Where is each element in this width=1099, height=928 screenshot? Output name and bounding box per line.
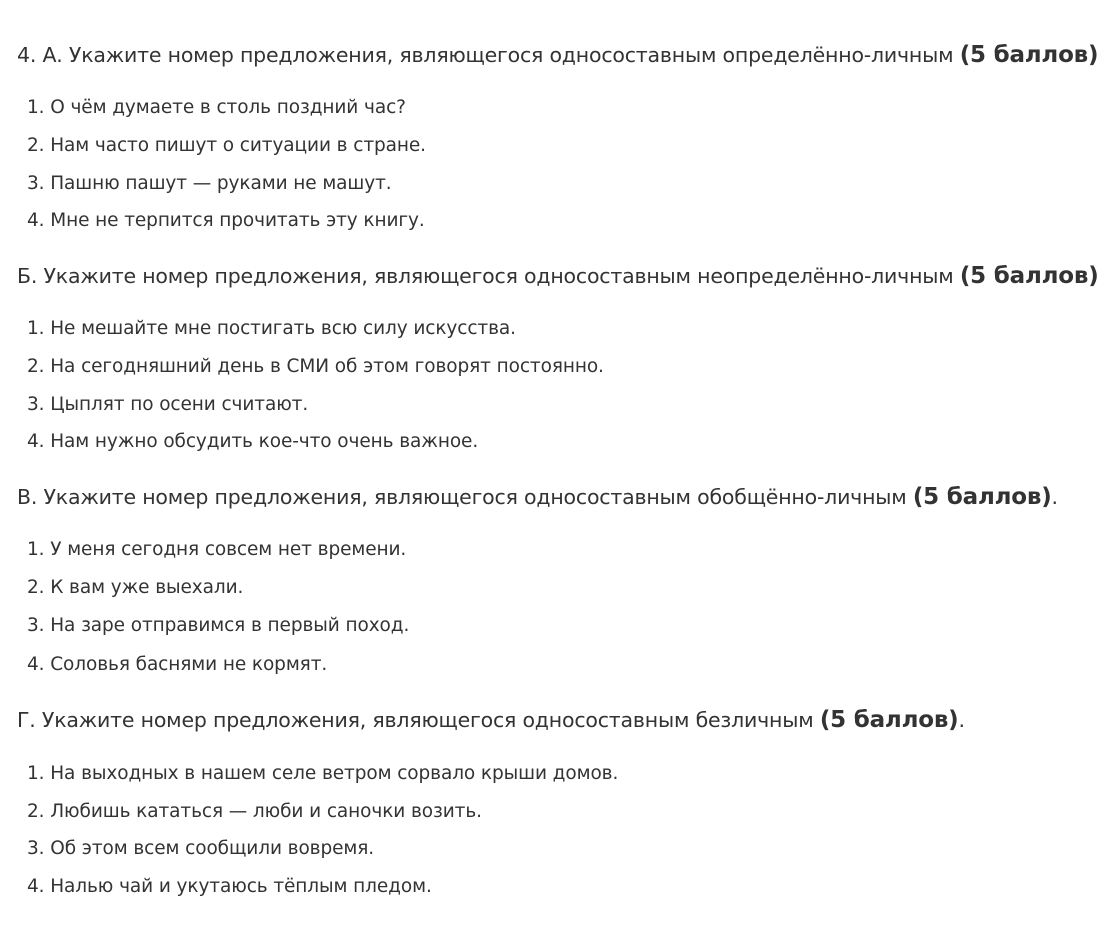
option-number: 3. xyxy=(27,615,45,636)
option-item xyxy=(10,172,392,196)
option-number: 2. xyxy=(27,801,45,822)
option-number: 4. xyxy=(27,654,45,675)
option-item xyxy=(10,317,516,341)
question-suffix: . xyxy=(958,708,965,732)
option-text: Мне не терпится прочитать эту книгу. xyxy=(50,210,425,231)
option-text: У меня сегодня совсем нет времени. xyxy=(50,539,407,560)
option-item xyxy=(10,576,243,600)
option-text: На сегодняшний день в СМИ об этом говорят постоянно. xyxy=(50,356,604,377)
option-text: Не мешайте мне постигать всю силу искусства. xyxy=(50,318,516,339)
option-item xyxy=(10,209,425,233)
option-text: К вам уже выехали. xyxy=(50,577,244,598)
question-v-heading xyxy=(17,483,1058,511)
option-text: Цыплят по осени считают. xyxy=(50,394,309,415)
question-points: (5 баллов) xyxy=(819,707,959,733)
question-suffix: . xyxy=(1051,485,1058,509)
option-number: 2. xyxy=(27,577,45,598)
option-item xyxy=(10,875,432,899)
question-g-heading xyxy=(17,706,1037,734)
question-g xyxy=(17,706,1037,734)
option-text: Соловья баснями не кормят. xyxy=(50,654,328,675)
option-number: 1. xyxy=(27,539,45,560)
option-text: Нам нужно обсудить кое-что очень важное. xyxy=(50,431,479,452)
option-number: 3. xyxy=(27,838,45,859)
question-a xyxy=(17,41,1099,69)
option-text: Любишь кататься — люби и саночки возить. xyxy=(50,801,482,822)
question-text: 4. А. Укажите номер предложения, являющегося односоставным определённо-личным xyxy=(17,43,960,67)
option-text: Пашню пашут — руками не машут. xyxy=(50,173,392,194)
option-item xyxy=(10,538,406,562)
option-number: 4. xyxy=(27,210,45,231)
option-number: 4. xyxy=(27,431,45,452)
option-item xyxy=(10,653,327,677)
option-number: 4. xyxy=(27,876,45,897)
question-b-heading xyxy=(17,262,1099,290)
question-b xyxy=(17,262,1099,290)
option-item xyxy=(10,430,478,454)
question-points: (5 баллов) xyxy=(912,484,1052,510)
question-a-heading xyxy=(17,41,1099,69)
option-number: 3. xyxy=(27,173,45,194)
option-text: На выходных в нашем селе ветром сорвало крыши домов. xyxy=(50,763,619,784)
question-points: (5 баллов) xyxy=(959,263,1099,289)
option-item xyxy=(10,762,618,786)
option-number: 3. xyxy=(27,394,45,415)
option-number: 1. xyxy=(27,763,45,784)
option-item xyxy=(10,393,308,417)
option-item xyxy=(10,96,406,120)
option-item xyxy=(10,614,409,638)
option-item xyxy=(10,134,426,158)
option-number: 1. xyxy=(27,318,45,339)
option-text: Нам часто пишут о ситуации в стране. xyxy=(50,135,426,156)
option-item xyxy=(10,837,374,861)
question-points: (5 баллов) xyxy=(959,42,1099,68)
question-text: Г. Укажите номер предложения, являющегося односоставным безличным xyxy=(17,708,820,732)
question-text: В. Укажите номер предложения, являющегося односоставным обобщённо-личным xyxy=(17,485,913,509)
option-item xyxy=(10,355,604,379)
question-text: Б. Укажите номер предложения, являющегося односоставным неопределённо-личным xyxy=(17,264,960,288)
option-text: Об этом всем сообщили вовремя. xyxy=(50,838,375,859)
option-item xyxy=(10,800,482,824)
question-v xyxy=(17,483,1058,511)
option-number: 1. xyxy=(27,97,45,118)
option-text: На заре отправимся в первый поход. xyxy=(50,615,410,636)
option-number: 2. xyxy=(27,356,45,377)
option-number: 2. xyxy=(27,135,45,156)
option-text: О чём думаете в столь поздний час? xyxy=(50,97,406,118)
option-text: Налью чай и укутаюсь тёплым пледом. xyxy=(50,876,432,897)
